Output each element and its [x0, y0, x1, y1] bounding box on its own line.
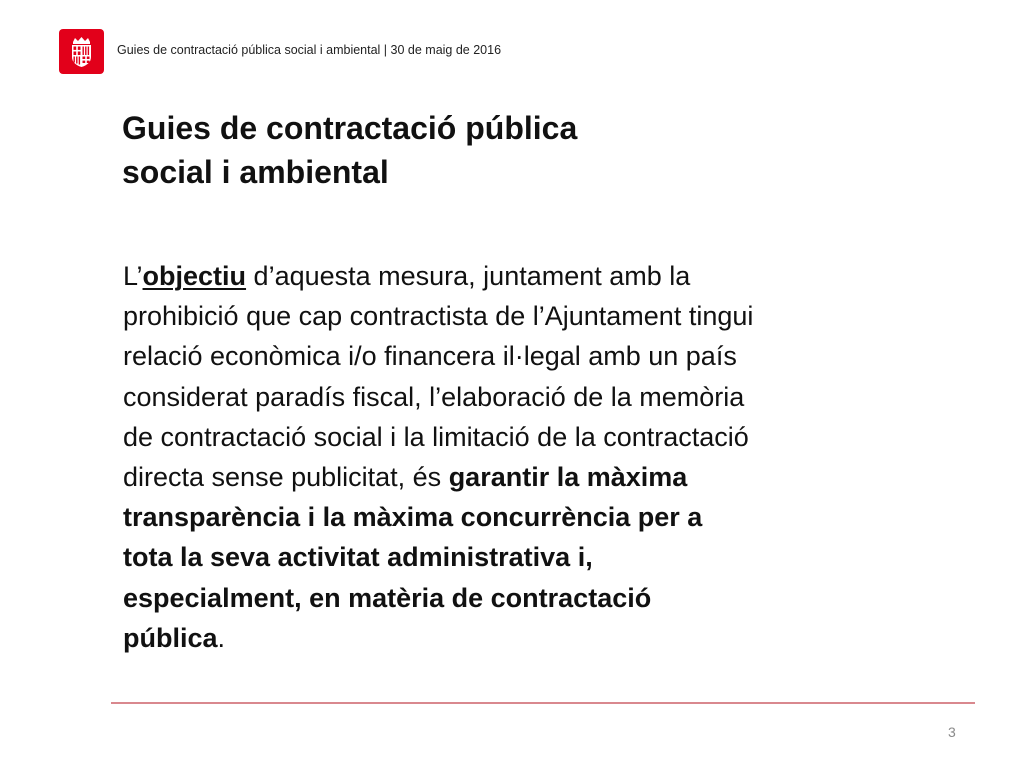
- barcelona-coat-of-arms-icon: [59, 29, 104, 74]
- body-line-10: [123, 618, 943, 658]
- body-text-segment: directa sense publicitat, és: [123, 462, 449, 493]
- barcelona-logo: [59, 29, 104, 74]
- emphasis-text: garantir la màxima: [448, 462, 688, 493]
- emphasis-text: especialment, en matèria de contractació: [123, 582, 652, 613]
- header-title: Guies de contractació pública social i ambiental | 30 de maig de 2016: [117, 43, 502, 57]
- emphasis-text: pública: [123, 622, 218, 653]
- body-line-6: [123, 457, 943, 497]
- emphasis-objectiu: objectiu: [142, 261, 247, 291]
- body-line-8: [123, 537, 943, 577]
- body-line-7: [123, 497, 943, 537]
- body-text-segment: .: [217, 622, 226, 653]
- page-title: [122, 106, 577, 194]
- title-line-1: Guies de contractació pública: [122, 110, 578, 146]
- body-line-4: considerat paradís fiscal, l’elaboració de la memòria: [123, 381, 745, 412]
- body-line-1: [123, 256, 943, 296]
- body-line-2: prohibició que cap contractista de l’Ajuntament tingui: [123, 301, 754, 332]
- body-text-segment: L’: [123, 261, 143, 291]
- title-line-2: social i ambiental: [122, 154, 389, 190]
- page-number: 3: [948, 724, 956, 740]
- footer-divider: [111, 702, 975, 704]
- emphasis-text: tota la seva activitat administrativa i,: [123, 542, 593, 573]
- body-text-segment: d’aquesta mesura, juntament amb la: [246, 261, 691, 291]
- body-line-3: relació econòmica i/o financera il·legal amb un país: [123, 341, 737, 372]
- body-paragraph: [123, 256, 943, 658]
- body-line-5: de contractació social i la limitació de la contractació: [123, 421, 749, 452]
- body-line-9: [123, 578, 943, 618]
- emphasis-text: transparència i la màxima concurrència per a: [123, 502, 703, 533]
